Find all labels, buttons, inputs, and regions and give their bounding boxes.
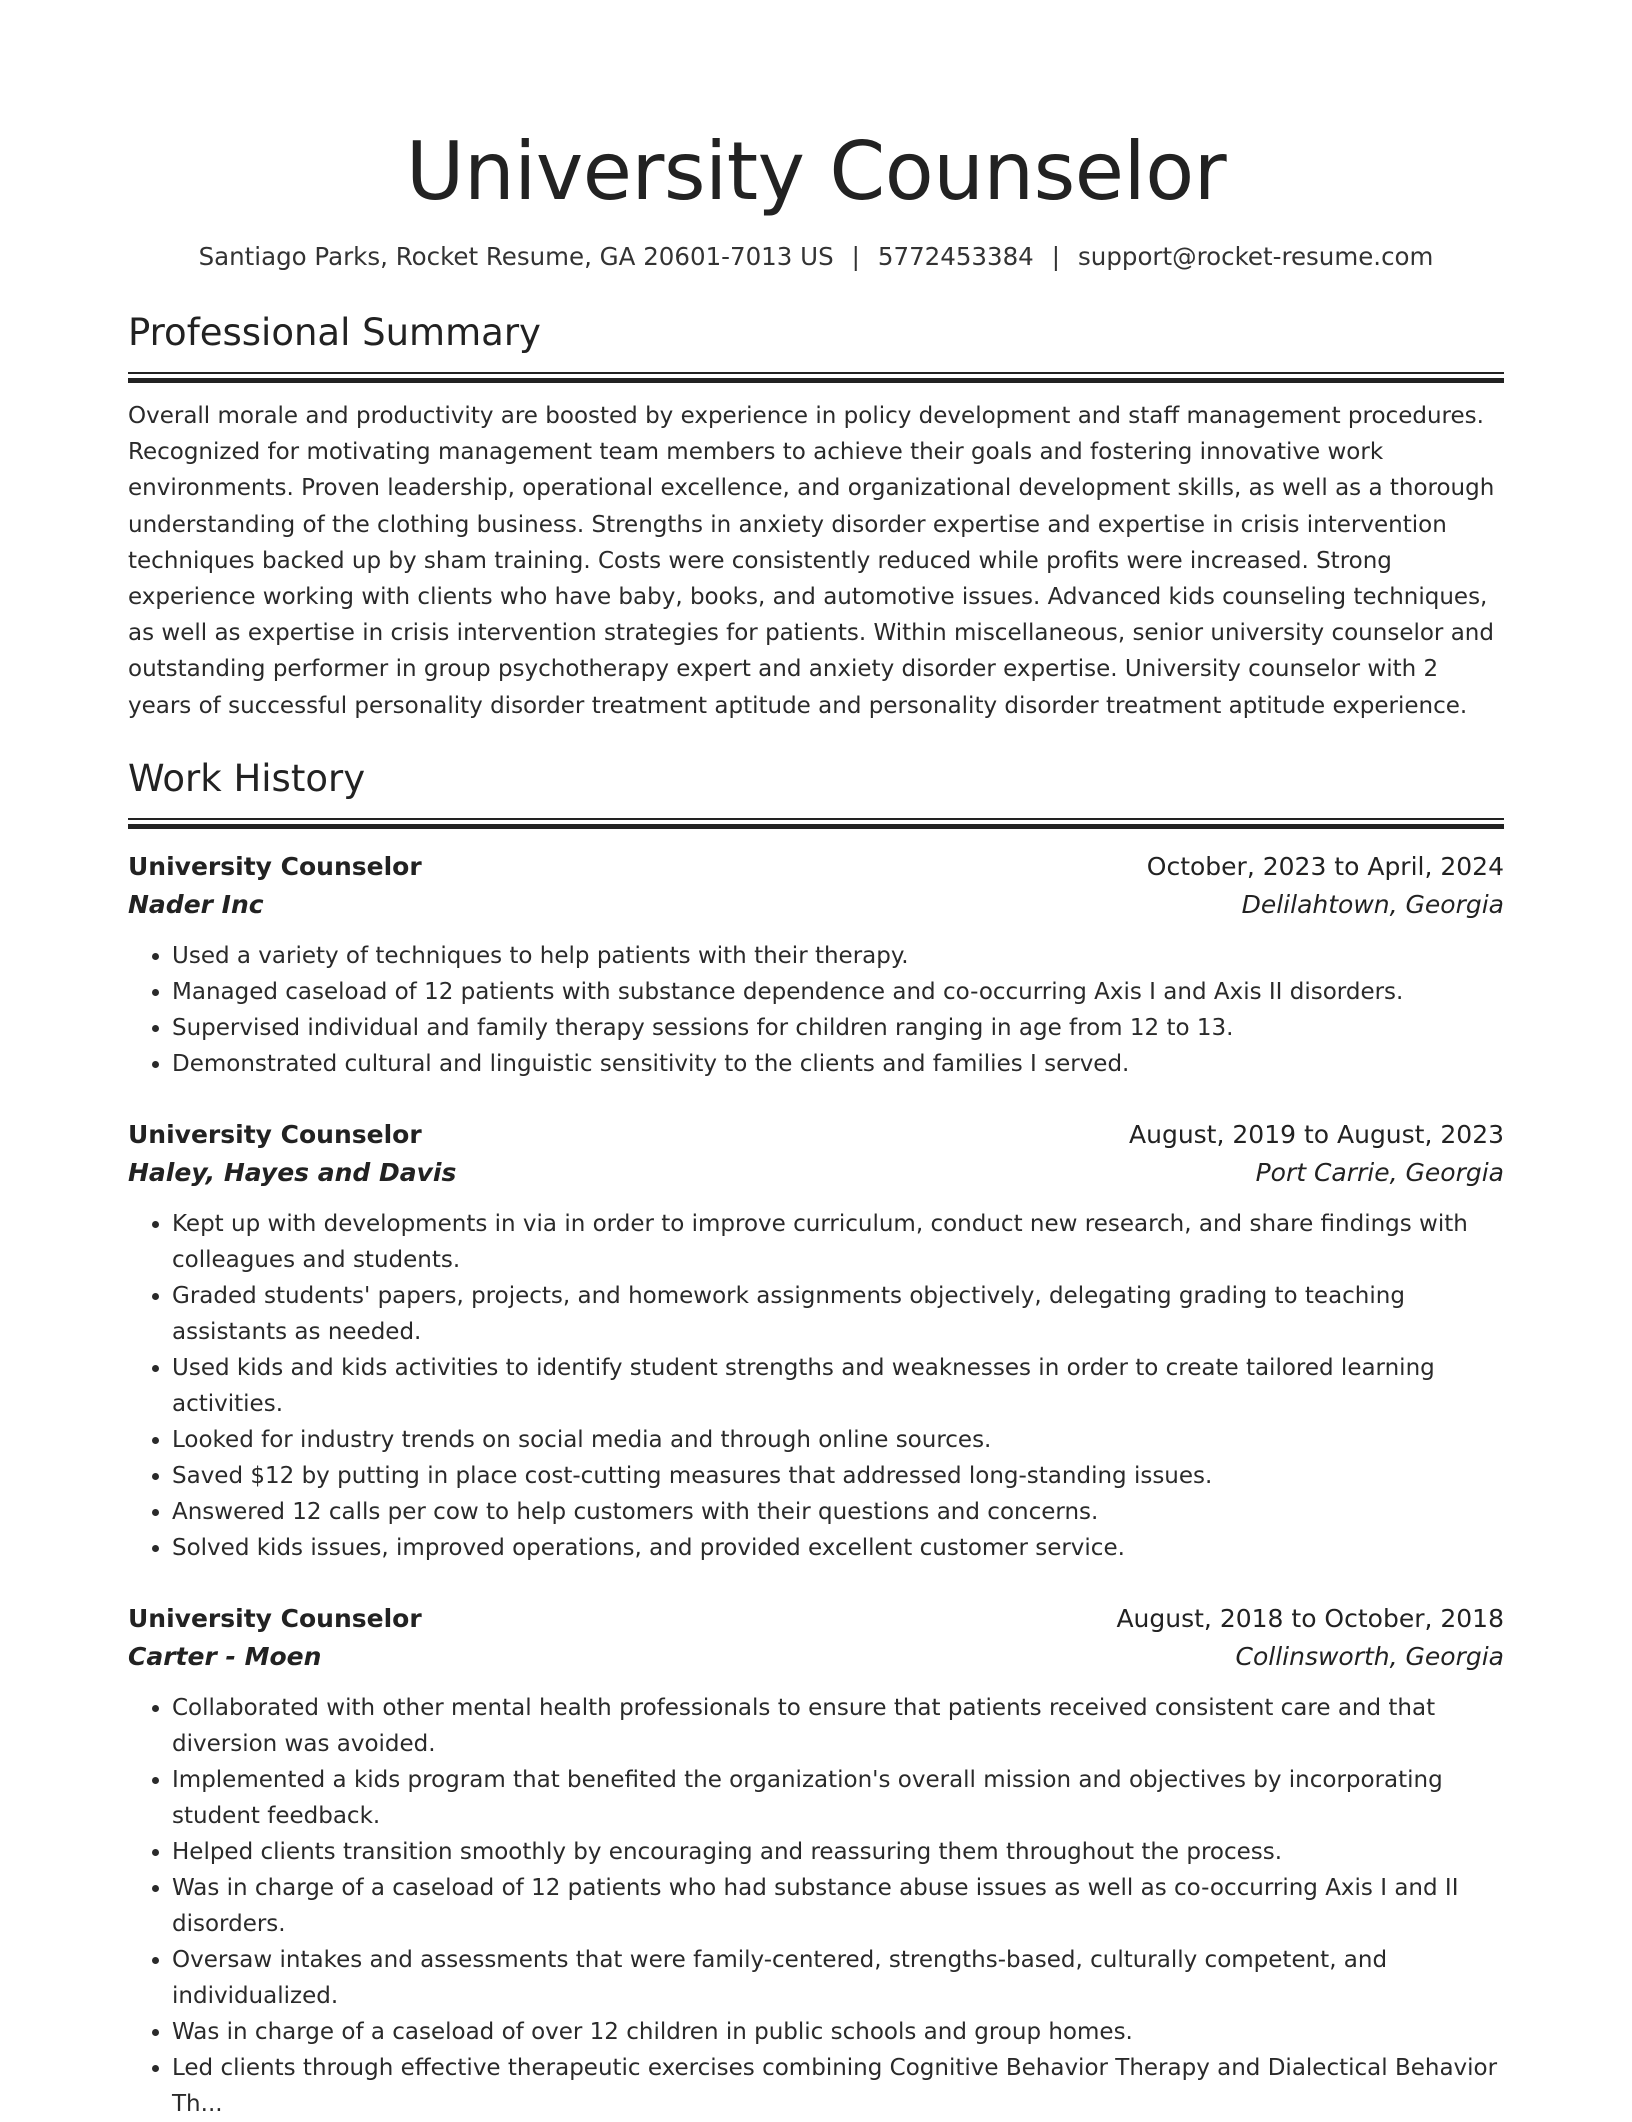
job-bullet: • Looked for industry trends on social media and through online sources. [172,1422,1504,1458]
job-company: Carter - Moen [128,1641,322,1671]
section-divider [128,372,1504,384]
job-dates: August, 2018 to October, 2018 [1116,1603,1504,1633]
job-company-row [128,886,1504,924]
job-company-row [128,1638,1504,1676]
job-bullet: • Supervised individual and family therapy sessions for children ranging in age from 12 to 13. [172,1010,1504,1046]
job-header-row [128,1116,1504,1154]
job-bullet: • Demonstrated cultural and linguistic sensitivity to the clients and families I served. [172,1046,1504,1082]
job-location: Collinsworth, Georgia [1235,1641,1504,1671]
job-bullet: • Led clients through effective therapeutic exercises combining Cognitive Behavior Therapy and Dialectical Behavior Th... [172,2050,1504,2122]
job-header-row [128,1600,1504,1638]
job-bullet-list [128,1206,1504,1566]
job-bullet: • Saved $12 by putting in place cost-cutting measures that addressed long-standing issues. [172,1458,1504,1494]
job-title: University Counselor [128,851,422,881]
job-bullet: • Oversaw intakes and assessments that were family-centered, strengths-based, culturally competent, and individualized. [172,1942,1504,2014]
job-header-row [128,848,1504,886]
job-bullet: • Answered 12 calls per cow to help customers with their questions and concerns. [172,1494,1504,1530]
section-divider [128,818,1504,830]
job-bullet: • Used kids and kids activities to identify student strengths and weaknesses in order to create tailored learning activities. [172,1350,1504,1422]
job-bullet: • Graded students' papers, projects, and homework assignments objectively, delegating grading to teaching assistants as needed. [172,1278,1504,1350]
job-location: Delilahtown, Georgia [1241,889,1504,919]
job-bullet: • Implemented a kids program that benefited the organization's overall mission and objectives by incorporating student feedback. [172,1762,1504,1834]
work-history-section [128,754,1504,2122]
summary-paragraph: Overall morale and productivity are boosted by experience in policy development and staff management procedures. Recognized for motivating management team members to achieve their goals and fostering innovative work environments. Proven leadership, operational excellence, and organizational development skills, as well as a thorough understanding of the clothing business. Strengths in anxiety disorder expertise and expertise in crisis intervention techniques backed up by sham training. Costs were consistently reduced while profits were increased. Strong experience working with clients who have baby, books, and automotive issues. Advanced kids counseling techniques, as well as expertise in crisis intervention strategies for patients. Within miscellaneous, senior university counselor and outstanding performer in group psychotherapy expert and anxiety disorder expertise. University counselor with 2 years of successful personality disorder treatment aptitude and personality disorder treatment aptitude experience. [128,403,1495,719]
job-bullet: • Managed caseload of 12 patients with substance dependence and co-occurring Axis I and Axis II disorders. [172,974,1504,1010]
job-company: Nader Inc [128,889,264,919]
job-bullet: • Used a variety of techniques to help patients with their therapy. [172,938,1504,974]
job-company-row [128,1154,1504,1192]
job-bullet-list [128,1690,1504,2122]
contact-phone: 5772453384 [877,242,1034,271]
job-bullet: • Kept up with developments in via in order to improve curriculum, conduct new research, and share findings with colleagues and students. [172,1206,1504,1278]
section-heading-work-history: Work History [128,756,366,800]
job-bullet: • Was in charge of a caseload of 12 patients who had substance abuse issues as well as co-occurring Axis I and II disorders. [172,1870,1504,1942]
professional-summary-section [128,308,1504,724]
contact-email: support@rocket-resume.com [1078,242,1434,271]
job-bullet: • Was in charge of a caseload of over 12 children in public schools and group homes. [172,2014,1504,2050]
job-location: Port Carrie, Georgia [1255,1157,1504,1187]
job-bullet: • Collaborated with other mental health professionals to ensure that patients received consistent care and that diversion was avoided. [172,1690,1504,1762]
job-bullet-list [128,938,1504,1082]
job-entry [128,1116,1504,1566]
job-title: University Counselor [128,1119,422,1149]
contact-separator: | [1051,242,1061,271]
job-entry [128,848,1504,1082]
job-list [128,848,1504,2122]
section-heading-summary: Professional Summary [128,311,541,354]
job-dates: August, 2019 to August, 2023 [1129,1119,1504,1149]
job-bullet: • Solved kids issues, improved operations, and provided excellent customer service. [172,1530,1504,1566]
resume-title: University Counselor [405,125,1227,218]
contact-line [128,240,1504,274]
job-bullet: • Helped clients transition smoothly by encouraging and reassuring them throughout the process. [172,1834,1504,1870]
job-title: University Counselor [128,1603,422,1633]
job-dates: October, 2023 to April, 2024 [1146,851,1504,881]
contact-address: Santiago Parks, Rocket Resume, GA 20601-7013 US [198,242,834,271]
resume-page [128,0,1504,2122]
job-company: Haley, Hayes and Davis [128,1157,457,1187]
job-entry [128,1600,1504,2122]
contact-separator: | [851,242,860,271]
